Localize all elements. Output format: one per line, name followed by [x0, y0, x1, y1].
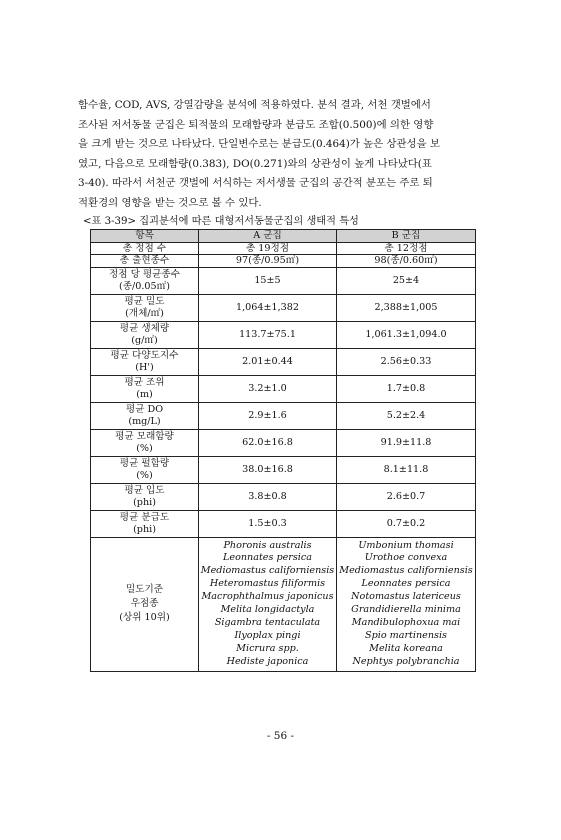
- ecology-table: [90, 229, 476, 672]
- dominant-species-label-line: (상위 10위): [119, 612, 170, 624]
- row-label-line: 평균 입도: [124, 485, 165, 496]
- dominant-species-label: [91, 537, 199, 671]
- group-a-value: 97(종/0.95㎡): [199, 255, 337, 268]
- group-a-species: [199, 537, 337, 671]
- row-label-line: 평균 다양도지수: [110, 350, 179, 361]
- group-a-value: 1.5±0.3: [199, 510, 337, 537]
- species-name: Grandidierella minima: [351, 604, 461, 616]
- row-label: [91, 402, 199, 429]
- dominant-species-row: [91, 537, 476, 671]
- group-b-value: 98(종/0.60㎡): [337, 255, 476, 268]
- table-row: [91, 294, 476, 321]
- species-name: Mediomastus californiensis: [339, 565, 473, 577]
- group-b-value: 91.9±11.8: [337, 429, 476, 456]
- group-b-species: [337, 537, 476, 671]
- row-label-line: 총 정점 수: [122, 242, 167, 254]
- paragraph-line: 을 크게 받는 것으로 나타났다. 단일변수로는 분급도(0.464)가 높은 상관성을 보: [78, 138, 440, 151]
- group-a-value: 113.7±75.1: [199, 321, 337, 348]
- species-name: Umbonium thomasi: [358, 539, 454, 551]
- paragraph-line: 3-40). 따라서 서천군 갯벌에 서식하는 저서생물 군집의 공간적 분포는 주로 퇴: [78, 177, 433, 190]
- species-name: Leonnates persica: [223, 552, 312, 564]
- group-b-value: 1.7±0.8: [337, 375, 476, 402]
- row-label-line: 평균 분급도: [119, 512, 170, 523]
- table-row: [91, 242, 476, 255]
- dominant-species-label-line: 밀도기준: [125, 584, 164, 596]
- group-b-value: 1,061.3±1,094.0: [337, 321, 476, 348]
- species-name: Notomastus latericeus: [351, 591, 461, 603]
- species-name: Melita koreana: [369, 642, 443, 654]
- table-row: [91, 483, 476, 510]
- row-label-line: (%): [136, 469, 153, 481]
- paragraph-line: 함수율, COD, AVS, 강열감량을 분석에 적용하였다. 분석 결과, 서천 갯벌에서: [78, 99, 431, 111]
- table-row: [91, 510, 476, 537]
- group-a-value: 총 19정점: [199, 242, 337, 255]
- row-label-line: (mg/L): [128, 415, 161, 427]
- species-name: Hediste japonica: [226, 655, 309, 667]
- row-label: [91, 429, 199, 456]
- group-a-value: 3.2±1.0: [199, 375, 337, 402]
- species-name: Nephtys polybranchia: [352, 655, 460, 667]
- row-label: [91, 255, 199, 268]
- row-label-line: 정점 당 평균종수: [109, 269, 180, 280]
- row-label-line: 평균 모래함량: [115, 431, 174, 442]
- group-b-value: 2,388±1,005: [337, 294, 476, 321]
- group-b-value: 0.7±0.2: [337, 510, 476, 537]
- row-label: [91, 375, 199, 402]
- species-name: Phoronis australis: [223, 539, 312, 551]
- species-name: Sigambra tentaculata: [214, 616, 321, 628]
- header-item: 항목: [91, 230, 199, 243]
- group-a-value: 2.9±1.6: [199, 402, 337, 429]
- group-b-value: 5.2±2.4: [337, 402, 476, 429]
- row-label: [91, 348, 199, 375]
- table-row: [91, 321, 476, 348]
- table-row: [91, 402, 476, 429]
- group-a-value: 15±5: [199, 267, 337, 294]
- body-paragraph: [78, 96, 483, 214]
- species-name: Spio martinensis: [365, 629, 447, 641]
- species-name: Leonnates persica: [361, 578, 451, 590]
- group-b-value: 2.6±0.7: [337, 483, 476, 510]
- species-name: Mandibulophoxua mai: [351, 616, 461, 628]
- species-name: Mediomastus californiensis: [200, 565, 335, 577]
- table-row: [91, 267, 476, 294]
- group-a-value: 2.01±0.44: [199, 348, 337, 375]
- row-label: [91, 456, 199, 483]
- row-label-line: (phi): [133, 496, 156, 508]
- table-row: [91, 348, 476, 375]
- row-label-line: (개체/㎡): [125, 307, 164, 319]
- row-label-line: (H'): [135, 361, 154, 373]
- header-group-b: B 군집: [337, 230, 476, 243]
- table-header-row: [91, 230, 476, 243]
- paragraph-line: 였고, 다음으로 모래함량(0.383), DO(0.271)와의 상관성이 높게 나타났다(표: [78, 157, 432, 170]
- row-label-line: 총 출현종수: [119, 255, 170, 266]
- row-label: [91, 321, 199, 348]
- species-name: Melita longidactyla: [220, 604, 315, 616]
- species-name: Micrura spp.: [236, 642, 299, 654]
- paragraph-line: 적환경의 영향을 받는 것으로 볼 수 있다.: [78, 196, 262, 209]
- row-label-line: 평균 펄함량: [119, 458, 170, 469]
- row-label-line: 평균 밀도: [124, 296, 165, 307]
- group-a-value: 38.0±16.8: [199, 456, 337, 483]
- table-row: [91, 429, 476, 456]
- species-name: Urothoe convexa: [364, 552, 448, 564]
- table-row: [91, 375, 476, 402]
- group-b-value: 8.1±11.8: [337, 456, 476, 483]
- species-name: Ilyoplax pingi: [234, 629, 301, 641]
- row-label-line: (g/㎡): [131, 334, 158, 346]
- group-b-value: 총 12정점: [337, 242, 476, 255]
- group-a-value: 62.0±16.8: [199, 429, 337, 456]
- paragraph-line: 조사된 저서동물 군집은 퇴적물의 모래함량과 분급도 조합(0.500)에 의한 영향: [78, 118, 434, 131]
- row-label-line: (m): [136, 388, 153, 400]
- row-label: [91, 510, 199, 537]
- group-b-value: 25±4: [337, 267, 476, 294]
- row-label-line: (종/0.05㎡): [119, 280, 170, 292]
- group-b-value: 2.56±0.33: [337, 348, 476, 375]
- table-row: [91, 255, 476, 268]
- row-label: [91, 483, 199, 510]
- header-group-a: A 군집: [199, 230, 337, 243]
- row-label: [91, 242, 199, 255]
- table-row: [91, 456, 476, 483]
- row-label: [91, 294, 199, 321]
- row-label: [91, 267, 199, 294]
- row-label-line: (%): [136, 442, 153, 454]
- row-label-line: 평균 생체량: [119, 323, 170, 334]
- page-number: - 56 -: [266, 730, 295, 742]
- group-a-value: 1,064±1,382: [199, 294, 337, 321]
- row-label-line: (phi): [133, 523, 156, 535]
- table-caption: <표 3-39> 집괴분석에 따른 대형저서동물군집의 생태적 특성: [83, 216, 359, 227]
- group-a-value: 3.8±0.8: [199, 483, 337, 510]
- species-name: Heteromastus filiformis: [209, 578, 326, 590]
- species-name: Macrophthalmus japonicus: [201, 591, 334, 603]
- row-label-line: 평균 조위: [124, 377, 165, 388]
- row-label-line: 평균 DO: [125, 404, 164, 415]
- dominant-species-label-line: 우점종: [130, 598, 159, 610]
